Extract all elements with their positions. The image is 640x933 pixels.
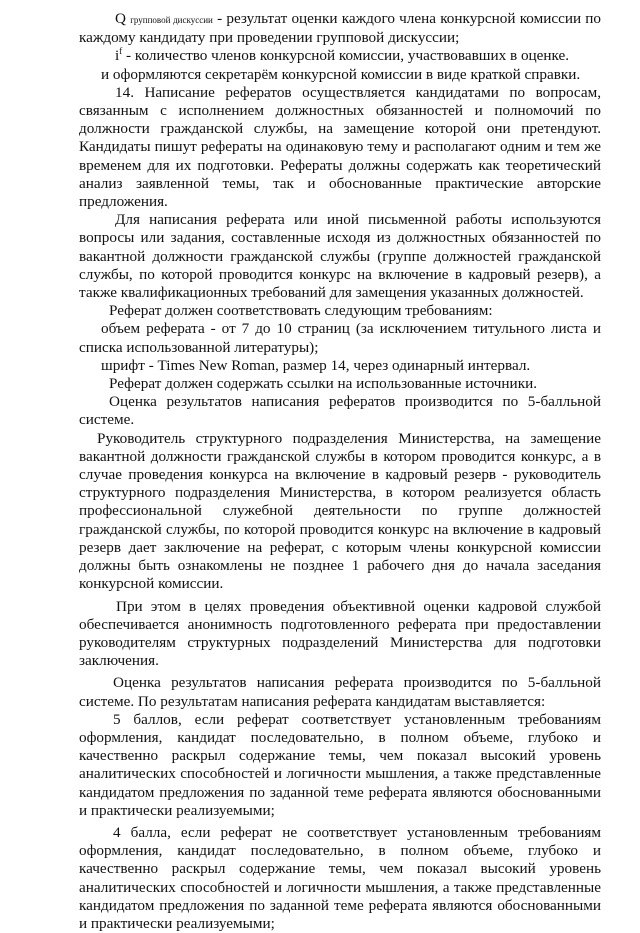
q-subscript: групповой дискуссии: [130, 15, 213, 25]
q-definition: [79, 10, 601, 47]
paragraph-evaluation-1: Оценка результатов написания рефератов производится по 5-балльной системе.: [79, 393, 601, 429]
paragraph-questions: Для написания реферата или иной письменной работы используются вопросы или задания, составленные исходя из должностных обязанностей по вакантной должности гражданской службы (группе должностей гражданской службы, по которой проводится конкурс на включение в кадровый резерв), а также квалификационных требований для замещения указанных должностей.: [79, 211, 601, 302]
paragraph-secretary: и оформляются секретарём конкурсной комиссии в виде краткой справки.: [101, 65, 581, 83]
i-superscript: f: [119, 46, 123, 57]
document-page: [79, 10, 601, 933]
paragraph-anonymity: При этом в целях проведения объективной оценки кадровой службой обеспечивается анонимность подготовленного реферата при предоставлении руководителям структурных подразделений Министерства для подготовки заключения.: [79, 597, 601, 670]
paragraph-14: 14. Написание рефератов осуществляется кандидатами по вопросам, связанным с исполнением должностных обязанностей и полномочий по должности гражданской службы, на замещение которой они претендуют. Кандидаты пишут рефераты на одинаковую тему и располагают одним и тем же временем для их подготовки. Рефераты должны содержать как теоретический анализ заявленной темы, так и обоснованные практические авторские предложения.: [79, 83, 601, 211]
paragraph-head-conclusion: Руководитель структурного подразделения Министерства, на замещение вакантной должности гражданской службы в котором проводится конкурс, а в случае проведения конкурса на включение в кадровый резерв - руководитель структурного подразделения Министерства, в котором реализуется область профессиональной служебной деятельности по группе должностей гражданской службы, по которой проводится конкурс на включение в кадровый резерв дает заключение на реферат, с которым члены конкурсной комиссии должны быть ознакомлены не позднее 1 рабочего дня до начала заседания конкурсной комиссии.: [79, 429, 601, 593]
paragraph-links: Реферат должен содержать ссылки на использованные источники.: [109, 375, 537, 393]
paragraph-volume: объем реферата - от 7 до 10 страниц (за исключением титульного листа и списка использованной литературы);: [79, 320, 601, 356]
paragraph-4-points: 4 балла, если реферат не соответствует установленным требованиям оформления, кандидат последовательно, в полном объеме, глубоко и качественно раскрыл содержание темы, чем показал высокий уровень аналитических способностей и логичности мышления, а также представленные кандидатом предложения по заданной теме реферата являются обоснованными и практически реализуемыми;: [79, 823, 601, 932]
i-symbol: i: [115, 47, 120, 65]
paragraph-requirements-intro: Реферат должен соответствовать следующим требованиям:: [109, 302, 493, 320]
paragraph-evaluation-2: Оценка результатов написания реферата производится по 5-балльной системе. По результатам написания реферата кандидатам выставляется:: [79, 674, 601, 710]
paragraph-font: шрифт - Times New Roman, размер 14, через одинарный интервал.: [101, 356, 531, 374]
q-definition-text: - результат оценки каждого члена конкурсной комиссии по каждому кандидату при проведении групповой дискуссии;: [79, 10, 602, 47]
q-symbol: Q: [115, 10, 126, 27]
i-definition-text: - количество членов конкурсной комиссии, участвовавших в оценке.: [126, 47, 570, 65]
paragraph-5-points: 5 баллов, если реферат соответствует установленным требованиям оформления, кандидат последовательно, в полном объеме, глубоко и качественно раскрыл содержание темы, чем показал высокий уровень аналитических способностей и логичности мышления, а также представленные кандидатом предложения по заданной теме реферата являются обоснованными и практически реализуемыми;: [79, 710, 601, 819]
i-definition: [79, 47, 601, 65]
